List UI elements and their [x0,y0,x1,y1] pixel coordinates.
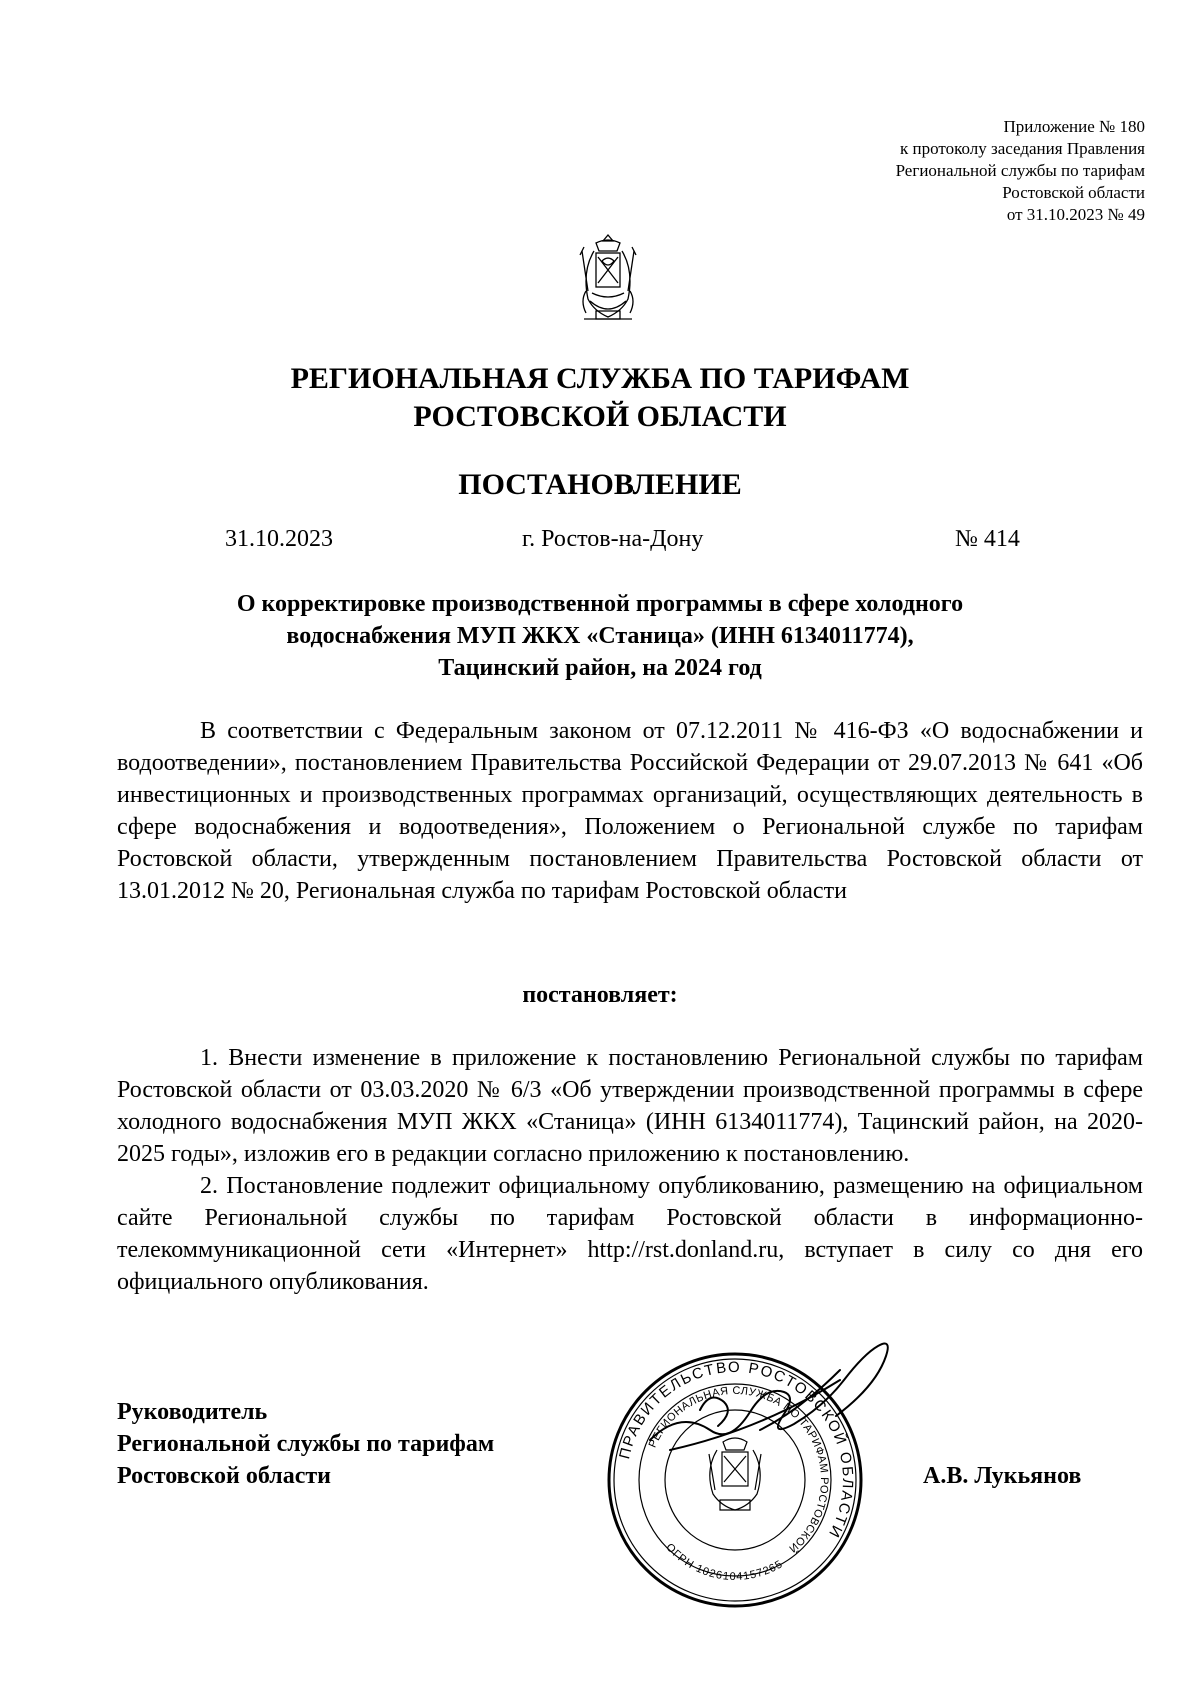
signer-position-line: Региональной службы по тарифам [117,1431,495,1457]
subject-line: водоснабжения МУП ЖКХ «Станица» (ИНН 6134011774), [286,623,914,649]
preamble-paragraph [117,715,1143,907]
document-subject [100,588,1100,684]
decree-word: постановляет: [522,982,678,1008]
handwritten-signature-icon [640,1330,900,1480]
document-date: 31.10.2023 [225,526,333,552]
signer-position-line: Руководитель [117,1399,268,1425]
document-number: № 414 [955,526,1020,552]
decree-item: 1. Внести изменение в приложение к постановлению Региональной службы по тарифам Ростовской области от 03.03.2020 № 6/3 «Об утверждении производственной программы в сфере холодного водоснабжения МУП ЖКХ «Станица» (ИНН 6134011774), Тацинский район, на 2020-2025 годы», изложив его в редакции согласно приложению к постановлению. [117,1045,1143,1167]
organization-line: РЕГИОНАЛЬНАЯ СЛУЖБА ПО ТАРИФАМ [290,362,910,395]
decree-items [117,1042,1143,1298]
organization-name [0,360,1200,436]
annex-line: Ростовской области [1002,183,1145,202]
seal-outer-text: ПРАВИТЕЛЬСТВО РОСТОВСКОЙ ОБЛАСТИ [616,1358,857,1542]
seal-inner-text: РЕГИОНАЛЬНАЯ СЛУЖБА ПО ТАРИФАМ РОСТОВСКОЙ [646,1384,831,1555]
signer-position [117,1396,494,1492]
signer-position-line: Ростовской области [117,1463,331,1489]
seal-reg-text: ОГРН 1026104157265 [663,1541,786,1584]
annex-reference [745,116,1145,226]
coat-of-arms-icon [572,231,644,327]
document-type: ПОСТАНОВЛЕНИЕ [458,468,742,501]
organization-line: РОСТОВСКОЙ ОБЛАСТИ [413,400,787,433]
annex-line: Региональной службы по тарифам [895,161,1145,180]
annex-line: от 31.10.2023 № 49 [1006,205,1145,224]
document-city: г. Ростов-на-Дону [522,526,704,552]
subject-line: Тацинский район, на 2024 год [438,655,762,681]
decree-item: 2. Постановление подлежит официальному опубликованию, размещению на официальном сайте Региональной службы по тарифам Ростовской области в информационно-телекоммуникационной сети «Интернет» http://rst.donland.ru, вступает в силу со дня его официального опубликования. [117,1173,1143,1295]
signer-name: А.В. Лукьянов [923,1463,1082,1489]
annex-line: Приложение № 180 [1003,117,1145,136]
subject-line: О корректировке производственной программы в сфере холодного [236,591,964,617]
annex-line: к протоколу заседания Правления [900,139,1145,158]
preamble-text: В соответствии с Федеральным законом от 07.12.2011 № 416-ФЗ «О водоснабжении и водоотведении», постановлением Правительства Российской Федерации от 29.07.2013 № 641 «Об инвестиционных и производственных программах организаций, осуществляющих деятельность в сфере водоснабжения и водоотведения», Положением о Региональной службе по тарифам Ростовской области, утвержденным постановлением Правительства Ростовской области от 13.01.2012 № 20, Региональная служба по тарифам Ростовской области [117,718,1143,904]
